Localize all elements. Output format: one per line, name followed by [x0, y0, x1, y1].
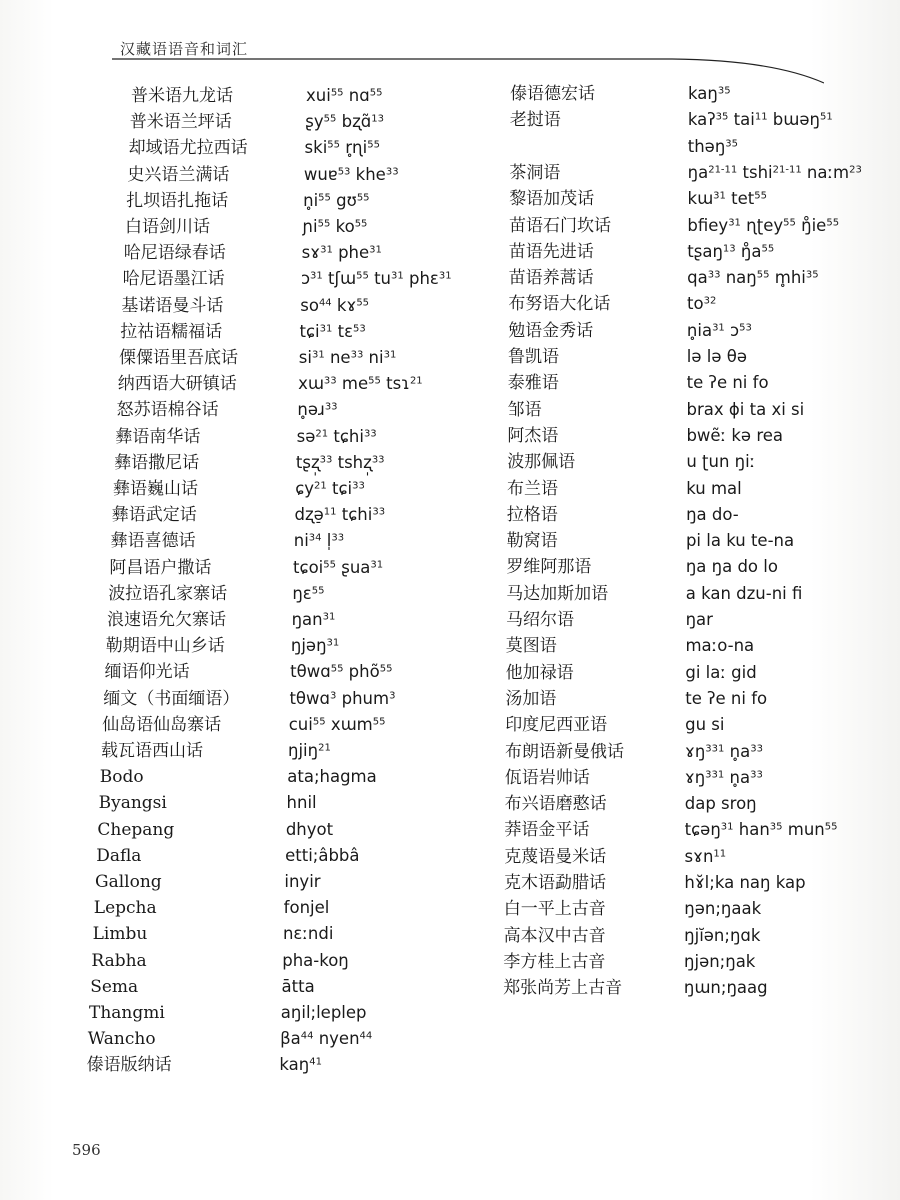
header-rule — [112, 58, 824, 84]
language-name: 傈僳语里吾底话 — [119, 348, 238, 368]
language-name: 茶洞语 — [509, 162, 561, 183]
word-form: xui$^{55}$ nɑ$^{55}$ — [306, 86, 383, 105]
word-form: u ʈun ŋiː — [686, 452, 756, 472]
word-form: wuɐ$^{53}$ khe$^{33}$ — [303, 164, 399, 184]
word-form: ātta — [281, 976, 315, 996]
language-name: Gallong — [95, 872, 162, 892]
language-name: 拉祜语糯福话 — [120, 321, 223, 342]
language-name: 马达加斯加语 — [506, 583, 609, 604]
word-form: ŋɛ$^{55}$ — [292, 583, 325, 603]
language-name: 彝语武定话 — [111, 505, 197, 526]
running-head: 汉藏语语音和词汇 — [120, 40, 249, 58]
language-name: 高本汉中古音 — [503, 925, 606, 946]
language-name: 克木语勐腊话 — [504, 873, 606, 893]
word-form: $to^{32}$ — [687, 294, 717, 314]
language-name: 他加禄语 — [505, 662, 574, 683]
language-name: 莫图语 — [505, 636, 557, 657]
language-name: 却域语尤拉西话 — [128, 138, 248, 159]
language-name: 扎坝语扎拖话 — [126, 190, 229, 211]
word-form: te ʔe ni fo — [685, 688, 768, 708]
word-form: dʐə̠$^{11}$ tɕhi$^{33}$ — [294, 505, 386, 525]
word-form: kɯ$^{31}$ tet$^{55}$ — [687, 189, 767, 209]
word-form: tɕoi$^{55}$ ʂua$^{31}$ — [293, 557, 384, 577]
word-form: xɯ$^{33}$ $me^{55}$ tsɿ$^{21}$ — [298, 374, 423, 394]
language-name: 缅语仰光话 — [104, 662, 190, 683]
word-form: $\beta a^{44}$ nyen$^{44}$ — [280, 1029, 373, 1049]
language-name: 罗维阿那语 — [506, 557, 592, 578]
language-name: 老挝语 — [509, 110, 561, 131]
word-form: a kan dzu-ni fi — [685, 583, 803, 603]
language-name: 白语剑川话 — [125, 217, 210, 237]
language-name: Byangsi — [98, 793, 167, 814]
word-form: ŋa ŋa do lo — [685, 557, 778, 577]
word-form: pha-koŋ — [282, 950, 349, 970]
word-form: dhyot — [285, 819, 334, 839]
language-name: 傣语版纳话 — [86, 1055, 172, 1076]
language-name: 彝语喜德话 — [110, 531, 196, 552]
language-name: 勉语金秀话 — [508, 320, 594, 341]
language-name: 苗语先进话 — [508, 241, 594, 262]
language-name: Sema — [90, 976, 139, 997]
word-form: ŋjəŋ$^{31}$ — [290, 636, 340, 656]
word-form: nɛːndi — [282, 924, 334, 944]
language-name: 佤语岩帅话 — [504, 767, 590, 788]
word-form: bwẽː kə rea — [686, 425, 783, 445]
word-form: ŋjĭən;ŋɑk — [684, 925, 761, 945]
word-form: fonjel — [283, 898, 330, 918]
page-number: 596 — [72, 1141, 101, 1159]
word-form: hɤ̆l;ka naŋ kap — [684, 873, 806, 892]
language-name: 哈尼语绿春话 — [123, 243, 226, 264]
word-form: te ʔe ni fo — [686, 373, 769, 393]
language-name: 怒苏语棉谷话 — [116, 400, 219, 421]
word-form: $si^{31}$ $ne^{33}$ $ni^{31}$ — [298, 348, 397, 367]
word-form: etti;âbbâ — [285, 845, 360, 865]
language-name: 莽语金平话 — [504, 820, 590, 841]
language-name: 阿杰语 — [507, 425, 559, 446]
language-name: 勒期语中山乡话 — [105, 636, 225, 657]
word-form: gi laː gid — [685, 662, 757, 682]
word-form: aŋil;leplep — [280, 1003, 367, 1022]
word-form: ɕy$^{21}$ tɕi$^{33}$ — [295, 479, 365, 498]
language-name: 马绍尔语 — [506, 610, 574, 630]
word-form: $n̥i^{55}$ gʊ$^{55}$ — [303, 190, 370, 210]
word-form: tʂaŋ$^{13}$ $ŋ̊a^{55}$ — [687, 241, 775, 261]
language-name: 彝语撒尼话 — [114, 452, 200, 473]
language-name: Wancho — [87, 1029, 156, 1050]
language-name: 布兰语 — [507, 478, 558, 499]
word-form: ata;hagma — [287, 767, 377, 787]
language-name: 汤加语 — [505, 688, 557, 709]
language-name: 黎语加茂话 — [509, 189, 595, 210]
language-name: 仙岛语仙岛寨话 — [102, 714, 222, 735]
word-form: cui$^{55}$ xɯm$^{55}$ — [288, 714, 386, 734]
language-name: 缅文（书面缅语） — [103, 688, 240, 709]
language-name: 普米语兰坪话 — [129, 112, 232, 133]
word-form: kaŋ$^{41}$ — [279, 1055, 322, 1075]
language-name: 彝语南华话 — [115, 426, 201, 447]
language-name: Limbu — [92, 924, 148, 945]
language-name: 哈尼语墨江话 — [122, 269, 225, 290]
language-name: 邹语 — [507, 399, 542, 420]
word-form: kaʔ$^{35}$ tai$^{11}$ bɯəŋ$^{51}$ — [687, 110, 833, 130]
word-form: hnil — [286, 793, 317, 813]
word-form: ɤŋ$^{331}$ $n̥a^{33}$ — [685, 741, 763, 761]
word-form: ŋən;ŋaak — [684, 899, 762, 919]
language-name: 苗语养蒿话 — [508, 268, 594, 289]
word-form: gu si — [685, 715, 725, 735]
word-form: $qa^{33}$ naŋ$^{55}$ $m̥hi^{35}$ — [687, 268, 819, 288]
word-form: tɕi$^{31}$ tɛ$^{53}$ — [299, 321, 366, 341]
language-name: 印度尼西亚语 — [505, 715, 608, 736]
word-form: lə lə θə — [686, 347, 748, 366]
word-form: $n̥ia^{31}$ ɔ$^{53}$ — [686, 320, 752, 340]
word-form: tʂʐ̩$^{33}$ tshʐ̩$^{33}$ — [295, 452, 385, 472]
language-name: 浪速语允欠寨话 — [107, 610, 226, 630]
word-form: tɕəŋ$^{31}$ han$^{35}$ mun$^{55}$ — [684, 820, 838, 840]
language-name: 白一平上古音 — [503, 899, 606, 920]
language-name: 布兴语磨憨话 — [504, 794, 607, 815]
language-name: 载瓦语西山话 — [101, 741, 203, 761]
word-form: pi la ku te-na — [685, 531, 795, 551]
word-form: $ni^{34}$ l̩$^{33}$ — [293, 531, 345, 551]
language-name: 克蔑语曼米话 — [504, 846, 607, 867]
language-name: 鲁凯语 — [508, 347, 559, 367]
word-form: bfiey$^{31}$ ɳʈey$^{55}$ $ŋ̊ie^{55}$ — [687, 215, 840, 235]
word-form: thəŋ$^{35}$ — [687, 136, 739, 156]
word-form: ŋar — [685, 610, 713, 629]
language-name: 勒窝语 — [506, 531, 558, 552]
language-name: 布朗语新曼俄话 — [505, 741, 624, 762]
language-name: 基诺语曼斗话 — [121, 295, 224, 316]
word-form: ɔ$^{31}$ tʃɯ$^{55}$ $tu^{31}$ phɛ$^{31}$ — [300, 269, 452, 289]
word-form: sə$^{21}$ tɕhi$^{33}$ — [296, 426, 377, 446]
word-form: dap sroŋ — [684, 794, 757, 814]
language-name: 史兴语兰满话 — [127, 164, 230, 185]
word-form: n̥əɹ$^{33}$ — [297, 400, 338, 420]
language-name: 泰雅语 — [507, 373, 559, 394]
language-name: Rabha — [91, 950, 147, 971]
language-name: 纳西语大研镇话 — [117, 374, 237, 395]
word-form: ŋa do- — [686, 504, 739, 524]
language-name: 阿昌语户撒话 — [109, 557, 212, 578]
language-name: 彝语巍山话 — [113, 479, 198, 499]
word-form: ŋjiŋ$^{21}$ — [288, 741, 331, 760]
word-form: ski$^{55}$ r̥ɳi$^{55}$ — [304, 138, 380, 158]
word-form: ɲi$^{55}$ $ko^{55}$ — [302, 217, 368, 236]
language-name: Dafla — [96, 845, 142, 866]
language-name: 傣语德宏话 — [510, 84, 595, 104]
language-name: Bodo — [99, 767, 144, 788]
language-name: Chepang — [97, 819, 175, 840]
language-name: 波拉语孔家寨话 — [108, 583, 228, 604]
word-form: $ŋa^{21-11}$ tshi$^{21-11}$ naːm$^{23}$ — [687, 162, 862, 182]
language-name: Lepcha — [93, 898, 157, 919]
word-form: maːo-na — [685, 636, 755, 656]
word-form: sɤn$^{11}$ — [684, 846, 727, 866]
language-name: 波那佩语 — [507, 452, 576, 473]
word-form: ŋan$^{31}$ — [291, 610, 336, 629]
language-name: 布努语大化话 — [508, 294, 611, 315]
language-name: Thangmi — [89, 1003, 165, 1023]
word-form: inyir — [284, 872, 321, 891]
word-form: sɤ$^{31}$ phe$^{31}$ — [301, 243, 382, 263]
word-form: ku mal — [686, 478, 742, 498]
word-form: ŋjən;ŋak — [684, 951, 756, 971]
language-name: 李方桂上古音 — [503, 951, 606, 972]
word-form: tθwɑ$^{55}$ phõ$^{55}$ — [290, 662, 393, 682]
word-form: brax ɸi ta xi si — [686, 399, 805, 419]
language-name: 普米语九龙话 — [131, 86, 233, 106]
word-form: kaŋ$^{35}$ — [688, 84, 731, 103]
word-form: ʂy$^{55}$ bʐɑ̃$^{13}$ — [305, 112, 384, 132]
word-form: tθwɑ$^3$ phum$^3$ — [289, 688, 396, 708]
word-form: $so^{44}$ kɤ$^{55}$ — [300, 295, 370, 315]
language-name: 苗语石门坎话 — [509, 215, 611, 236]
language-name: 拉格语 — [506, 504, 558, 525]
language-name: 郑张尚芳上古音 — [503, 978, 623, 999]
word-form: ŋɯn;ŋaag — [683, 978, 768, 998]
word-form: ɤŋ$^{331}$ $n̥a^{33}$ — [684, 767, 763, 787]
